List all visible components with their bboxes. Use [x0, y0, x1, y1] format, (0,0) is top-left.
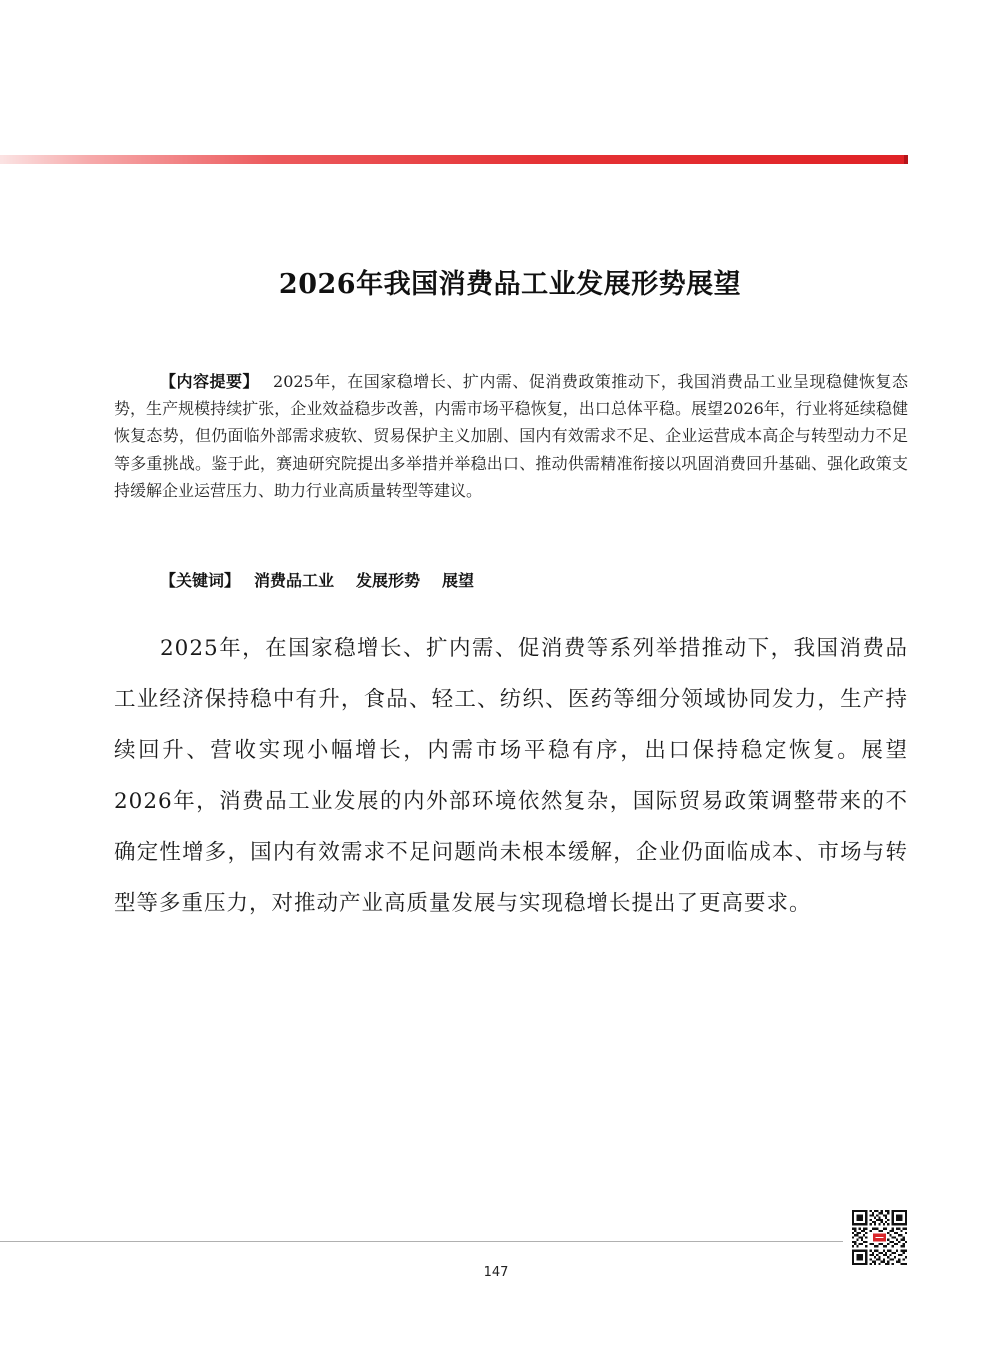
page-title: 2026年我国消费品工业发展形势展望 — [278, 269, 742, 300]
keyword-item: 发展形势 — [356, 571, 421, 590]
abstract-paragraph — [114, 368, 908, 504]
abstract-text: 2025年，在国家稳增长、扩内需、促消费政策推动下，我国消费品工业呈现稳健恢复态势，生产规模持续扩张，企业效益稳步改善，内需市场平稳恢复，出口总体平稳。展望2026年，行业将延续稳健恢复态势，但仍面临外部需求疲软、贸易保护主义加剧、国内有效需求不足、企业运营成本高企与转型动力不足等多重挑战。鉴于此，赛迪研究院提出多举措并举稳出口、推动供需精准衔接以巩固消费回升基础、强化政策支持缓解企业运营压力、助力行业高质量转型等建议。 — [114, 372, 908, 500]
footer-divider — [0, 1241, 843, 1242]
keywords-line — [160, 567, 496, 594]
qr-code-icon — [852, 1210, 907, 1265]
page-number: 147 — [483, 1265, 509, 1280]
body-paragraph: 2025年，在国家稳增长、扩内需、促消费等系列举措推动下，我国消费品工业经济保持稳中有升，食品、轻工、纺织、医药等细分领域协同发力，生产持续回升、营收实现小幅增长，内需市场平稳有序，出口保持稳定恢复。展望2026年，消费品工业发展的内外部环境依然复杂，国际贸易政策调整带来的不确定性增多，国内有效需求不足问题尚未根本缓解，企业仍面临成本、市场与转型等多重压力，对推动产业高质量发展与实现稳增长提出了更高要求。 — [114, 636, 908, 916]
keyword-item: 展望 — [442, 571, 475, 590]
header-accent-bar-cap — [904, 155, 908, 164]
abstract-label: 【内容提要】 — [160, 372, 260, 391]
keywords-label: 【关键词】 — [160, 571, 241, 590]
keyword-item: 消费品工业 — [254, 571, 335, 590]
header-accent-bar — [0, 155, 908, 164]
